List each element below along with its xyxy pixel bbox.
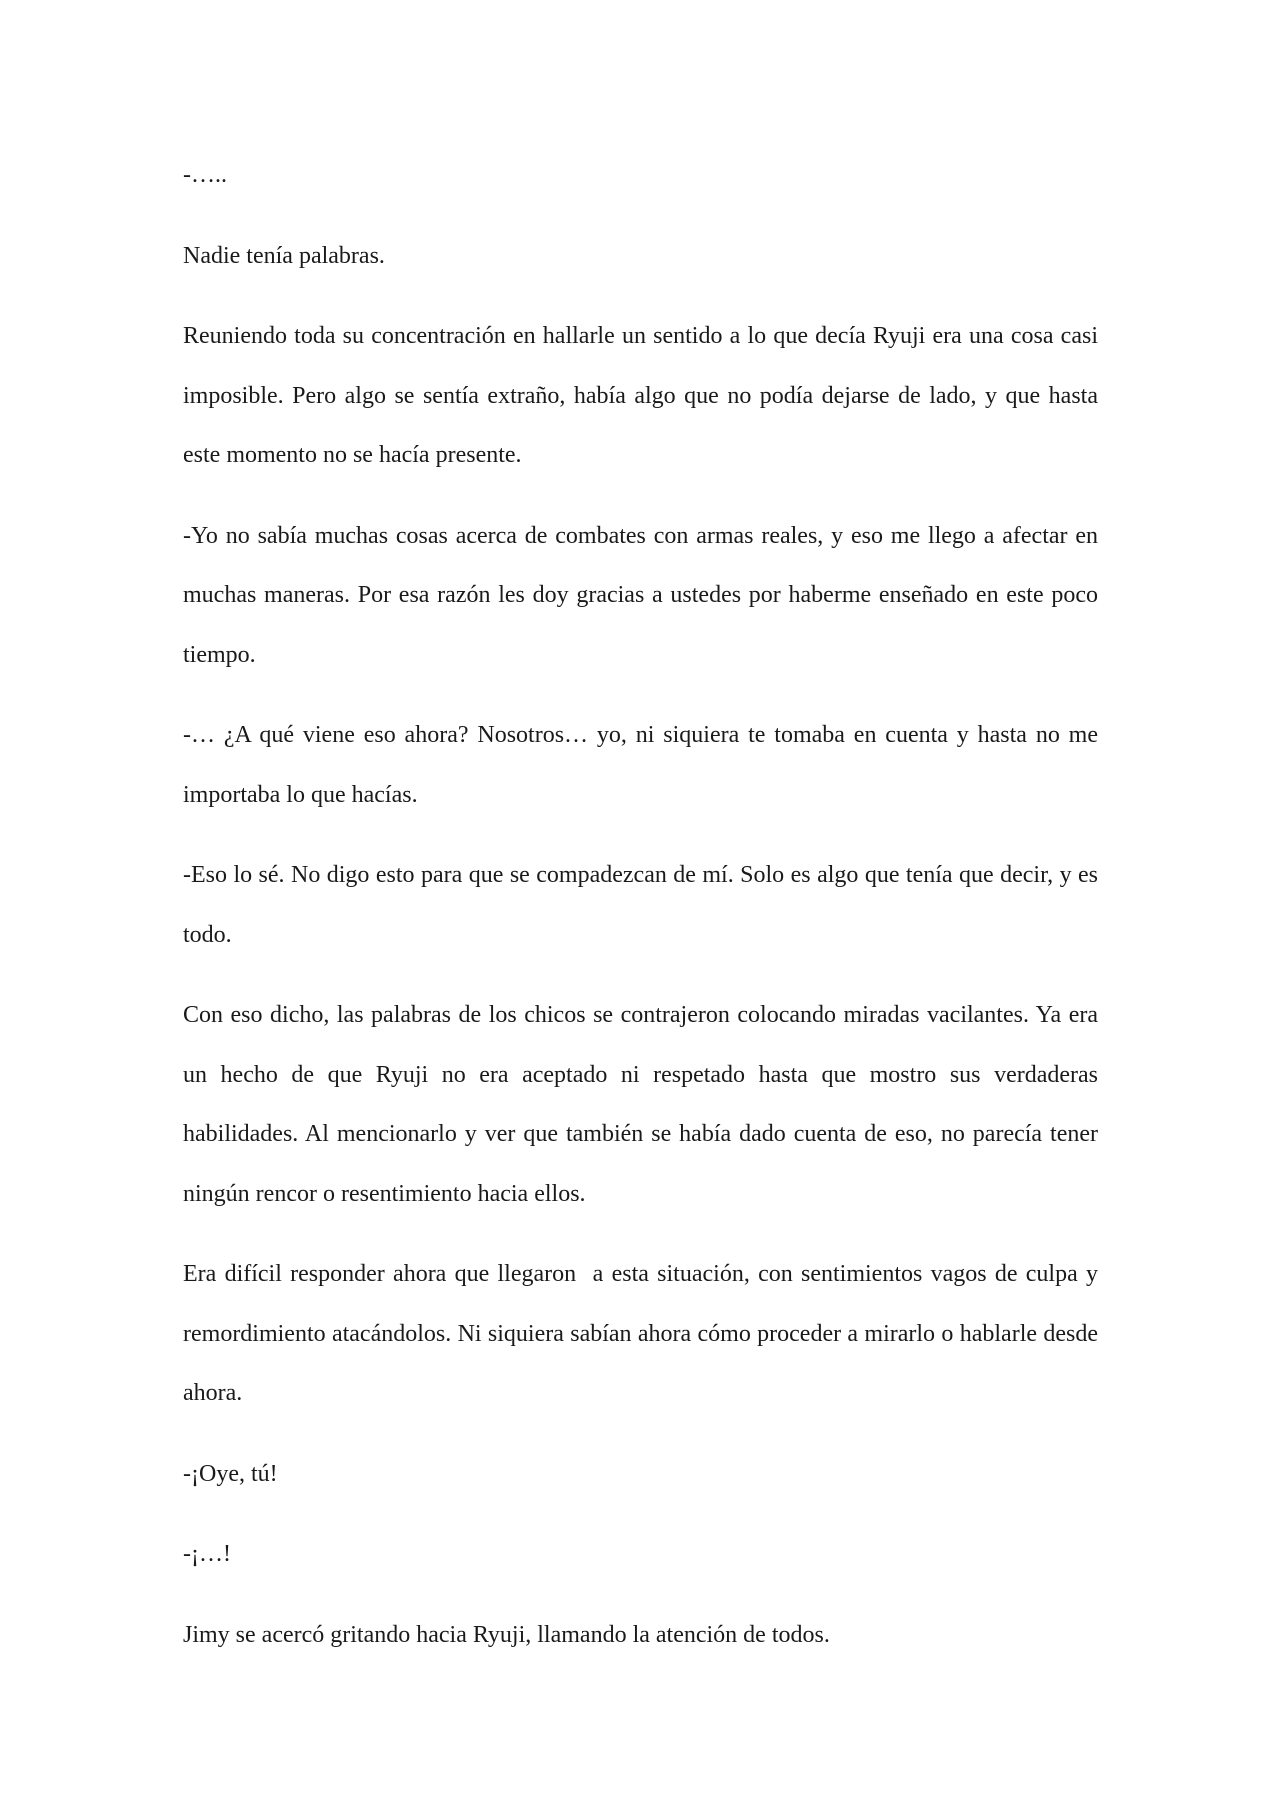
paragraph-10: -¡…! [183, 1541, 231, 1567]
paragraph-4: -Yo no sabía muchas cosas acerca de combates con armas reales, y eso me llego a afectar en muchas maneras. Por esa razón les doy gracias a ustedes por haberme enseñado en este poco tiempo. [183, 522, 1104, 668]
paragraph-1: -….. [183, 162, 227, 188]
paragraph-2: Nadie tenía palabras. [183, 242, 385, 269]
paragraph-3: Reuniendo toda su concentración en hallarle un sentido a lo que decía Ryuji era una cosa casi imposible. Pero algo se sentía extraño, había algo que no podía dejarse de lado, y que hasta este momento no se hacía presente. [183, 323, 1104, 468]
paragraph-11: Jimy se acercó gritando hacia Ryuji, llamando la atención de todos. [183, 1621, 830, 1648]
paragraph-6: -Eso lo sé. No digo esto para que se compadezcan de mí. Solo es algo que tenía que decir, y es todo. [183, 862, 1104, 948]
paragraph-8: Era difícil responder ahora que llegaron a esta situación, con sentimientos vagos de culpa y remordimiento atacándolos. Ni siquiera sabían ahora cómo proceder a mirarlo o hablarle desde ahora. [183, 1261, 1104, 1406]
document-body [183, 146, 1104, 1665]
paragraph-5: -… ¿A qué viene eso ahora? Nosotros… yo, ni siquiera te tomaba en cuenta y hasta no me importaba lo que hacías. [183, 722, 1104, 808]
paragraph-7: Con eso dicho, las palabras de los chicos se contrajeron colocando miradas vacilantes. Ya era un hecho de que Ryuji no era aceptado ni respetado hasta que mostro sus verdaderas habilidades. Al mencionarlo y ver que también se había dado cuenta de eso, no parecía tener ningún rencor o resentimiento hacia ellos. [183, 1002, 1104, 1207]
paragraph-9: -¡Oye, tú! [183, 1460, 278, 1487]
